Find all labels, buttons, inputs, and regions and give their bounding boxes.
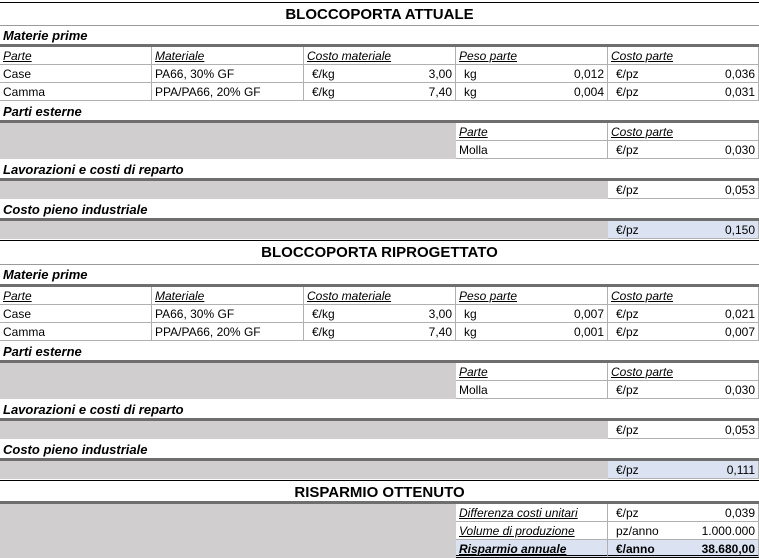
cell-costo-parte: 0,031 bbox=[653, 83, 759, 101]
cell-parte: Case bbox=[0, 305, 152, 323]
cell-unit: €/anno bbox=[608, 540, 668, 558]
cell-value: 0,111 bbox=[653, 461, 759, 479]
section-materie-prime-attuale: Materie prime bbox=[3, 28, 88, 43]
header-materiale: Materiale bbox=[152, 287, 304, 305]
cell-unit-costo: €/kg bbox=[304, 323, 349, 341]
grey-block bbox=[0, 181, 608, 199]
cell-costo-parte: 0,007 bbox=[653, 323, 759, 341]
header-peso-parte: Peso parte bbox=[456, 287, 608, 305]
label-volume: Volume di produzione bbox=[456, 522, 608, 540]
cell-parte: Molla bbox=[456, 381, 608, 399]
header-peso-parte: Peso parte bbox=[456, 47, 608, 65]
grey-block bbox=[0, 504, 456, 558]
cell-unit-cp: €/pz bbox=[608, 83, 653, 101]
header-parte: Parte bbox=[456, 123, 608, 141]
section-lavorazioni-riprogettato: Lavorazioni e costi di reparto bbox=[3, 402, 184, 417]
grey-block bbox=[0, 461, 608, 479]
section-lavorazioni-attuale: Lavorazioni e costi di reparto bbox=[3, 162, 184, 177]
header-parte: Parte bbox=[0, 287, 152, 305]
grey-block bbox=[0, 363, 456, 399]
cell-value: 1.000.000 bbox=[668, 522, 759, 540]
cell-unit-cp: €/pz bbox=[608, 305, 653, 323]
cell-unit-costo: €/kg bbox=[304, 305, 349, 323]
header-parte: Parte bbox=[0, 47, 152, 65]
grey-block bbox=[0, 421, 608, 439]
section-parti-esterne-riprogettato: Parti esterne bbox=[3, 344, 82, 359]
cell-value: 38.680,00 bbox=[668, 540, 759, 558]
cell-materiale: PPA/PA66, 20% GF bbox=[152, 83, 304, 101]
cell-unit-costo: €/kg bbox=[304, 83, 349, 101]
section-costo-pieno-riprogettato: Costo pieno industriale bbox=[3, 442, 148, 457]
cell-value: 0,053 bbox=[653, 181, 759, 199]
section-parti-esterne-attuale: Parti esterne bbox=[3, 104, 82, 119]
cell-peso: 0,004 bbox=[501, 83, 608, 101]
cell-parte: Molla bbox=[456, 141, 608, 159]
header-costo-parte: Costo parte bbox=[608, 363, 759, 381]
cell-value: 0,039 bbox=[668, 504, 759, 522]
label-differenza: Differenza costi unitari bbox=[456, 504, 608, 522]
cell-value: 0,150 bbox=[653, 221, 759, 239]
cell-unit: €/pz bbox=[608, 221, 653, 239]
cell-peso: 0,012 bbox=[501, 65, 608, 83]
header-costo-materiale: Costo materiale bbox=[304, 47, 456, 65]
cell-materiale: PA66, 30% GF bbox=[152, 305, 304, 323]
cell-costo-materiale: 7,40 bbox=[349, 83, 456, 101]
cell-unit: €/pz bbox=[608, 421, 653, 439]
cell-unit-cp: €/pz bbox=[608, 65, 653, 83]
cell-peso: 0,001 bbox=[501, 323, 608, 341]
cell-unit: €/pz bbox=[608, 141, 653, 159]
section-costo-pieno-attuale: Costo pieno industriale bbox=[3, 202, 148, 217]
cell-costo-materiale: 7,40 bbox=[349, 323, 456, 341]
cell-parte: Case bbox=[0, 65, 152, 83]
cell-materiale: PA66, 30% GF bbox=[152, 65, 304, 83]
cell-parte: Camma bbox=[0, 323, 152, 341]
cell-parte: Camma bbox=[0, 83, 152, 101]
header-costo-parte: Costo parte bbox=[608, 123, 759, 141]
header-parte: Parte bbox=[456, 363, 608, 381]
cell-unit: €/pz bbox=[608, 181, 653, 199]
title-riprogettato: BLOCCOPORTA RIPROGETTATO bbox=[0, 240, 759, 265]
header-materiale: Materiale bbox=[152, 47, 304, 65]
cell-value: 0,053 bbox=[653, 421, 759, 439]
cell-unit-costo: €/kg bbox=[304, 65, 349, 83]
cell-costo-materiale: 3,00 bbox=[349, 65, 456, 83]
cell-unit: €/pz bbox=[608, 504, 668, 522]
label-risparmio-annuale: Risparmio annuale bbox=[456, 540, 608, 558]
grey-block bbox=[0, 123, 456, 159]
cell-materiale: PPA/PA66, 20% GF bbox=[152, 323, 304, 341]
cell-unit: pz/anno bbox=[608, 522, 668, 540]
cell-unit-cp: €/pz bbox=[608, 323, 653, 341]
header-costo-parte: Costo parte bbox=[608, 47, 759, 65]
cell-value: 0,030 bbox=[653, 141, 759, 159]
section-materie-prime-riprogettato: Materie prime bbox=[3, 267, 88, 282]
cell-unit-peso: kg bbox=[456, 83, 501, 101]
cell-unit: €/pz bbox=[608, 461, 653, 479]
cell-costo-parte: 0,021 bbox=[653, 305, 759, 323]
header-costo-materiale: Costo materiale bbox=[304, 287, 456, 305]
cell-costo-parte: 0,036 bbox=[653, 65, 759, 83]
title-attuale: BLOCCOPORTA ATTUALE bbox=[0, 2, 759, 27]
cell-unit-peso: kg bbox=[456, 305, 501, 323]
cell-peso: 0,007 bbox=[501, 305, 608, 323]
cell-unit-peso: kg bbox=[456, 323, 501, 341]
cell-unit: €/pz bbox=[608, 381, 653, 399]
cell-value: 0,030 bbox=[653, 381, 759, 399]
grey-block bbox=[0, 221, 608, 239]
header-costo-parte: Costo parte bbox=[608, 287, 759, 305]
title-risparmio: RISPARMIO OTTENUTO bbox=[0, 480, 759, 505]
cell-costo-materiale: 3,00 bbox=[349, 305, 456, 323]
cell-unit-peso: kg bbox=[456, 65, 501, 83]
